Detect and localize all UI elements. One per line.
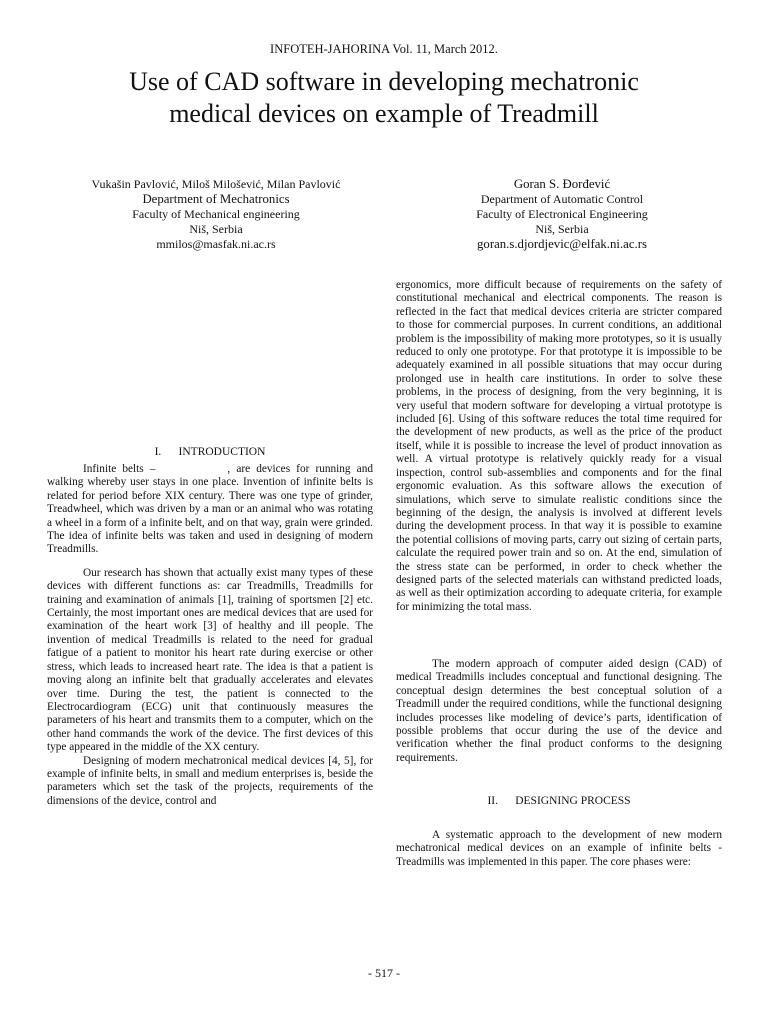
- intro-p1-start: Infinite belts –: [83, 463, 156, 475]
- continued-paragraph: ergonomics, more difficult because of requirements on the safety of constitutional mechanical and electrical components. The reason is reflected in the fact that medical devices criteria are stricter compared to those for commercial purposes. In current conditions, an additional problem is the impossibility of making more prototypes, so it is usually reduced to only one prototype. For that prototype it is impossible to be adequately examined in all possible situations that may occur during prolonged use in health care institutions. In order to solve these problems, in the process of designing, from the very beginning, it is very useful that modern software for developing a virtual prototype is included [6]. Using of this software reduces the total time required for the development of new products, as well as the price of the product itself, while it is possible to increase the level of product innovation as well. A virtual prototype is relatively quickly ready for a visual inspection, control sub-assemblies and components and for the final ergonomic evaluation. As this software allows the execution of simulations, which serve to simulate realistic conditions since the beginning of the design, the analysis is involved at different levels during the development process. In that way it is possible to examine the potential collisions of moving parts, carry out sizing of certain parts, calculate the required power train and so on. At the end, simulation of the stress state can be performed, in order to check whether the designed parts of the selected materials can withstand predicted loads, as well as their optimization according to adequate criteria, for example for minimizing the total mass.: [396, 279, 722, 613]
- intro-p1-rest: , are devices for running and walking whereby user stays in one place. Invention of infinite belts is related for period before XIX century. There was one type of grinder, Treadwheel, which was driven by a man or an animal who was rotating a wheel in a form of a infinite belt, and on that way, grain were grinded. The idea of infinite belts was taken and used in designing of modern Treadmills.: [47, 463, 373, 556]
- designing-process-text: [396, 829, 722, 869]
- author-department: Department of Mechatronics: [142, 192, 290, 206]
- author-names: Vukašin Pavlović, Miloš Milošević, Milan Pavlović: [91, 177, 341, 191]
- intro-paragraph-2: Our research has shown that actually exist many types of these devices with different functions as: car Treadmills, Treadmills for training and examination of animals [1], training of sportsmen [2] etc. Certainly, the most important ones are medical devices that are used for examination of the heart work [3] of healthy and ill people. The invention of medical Treadmills is related to the need for gradual fatigue of a patient to monitor his heart rate during exercise or other stress, which leads to increased heart rate. The idea is that a patient is moving along an infinite belt that gradually accelerates and elevates over time. During the test, the patient is connected to the Electrocardiogram (ECG) unit that continuously measures the parameters of his heart and transmits them to a computer, which on the other hand commands the work of the device. The first devices of this type appeared in the middle of the XX century.: [47, 566, 373, 754]
- section-heading-introduction: I. INTRODUCTION: [154, 446, 266, 458]
- designing-paragraph-1: A systematic approach to the development of new modern mechatronical medical devices on an example of infinite belts - Treadmills was implemented in this paper. The core phases were:: [396, 829, 722, 868]
- conference-header: INFOTEH-JAHORINA Vol. 11, March 2012.: [270, 42, 498, 56]
- right-column-continued-text: [396, 279, 722, 614]
- right-column-cad-text: [396, 658, 722, 765]
- section-heading-designing-process: II. DESIGNING PROCESS: [487, 795, 631, 807]
- author-faculty: Faculty of Mechanical engineering: [132, 207, 300, 221]
- paper-title: [40, 66, 728, 130]
- cad-paragraph: The modern approach of computer aided design (CAD) of medical Treadmills includes conceptual and functional designing. The conceptual design determines the best conceptual solution of a Treadmill under the required conditions, while the functional designing includes processes like modeling of device’s parts, identification of possible problems that occur during the use of the device and verification whether the final product conforms to the designing requirements.: [396, 658, 722, 764]
- author-city: Niš, Serbia: [535, 222, 589, 236]
- intro-paragraph-3: Designing of modern mechatronical medical devices [4, 5], for example of infinite belts, in small and medium enterprises is, beside the parameters which set the task of the projects, requirements of the dimensions of the device, control and: [47, 754, 373, 807]
- author-block-right: [396, 177, 728, 252]
- author-city: Niš, Serbia: [189, 222, 243, 236]
- author-email: mmilos@masfak.ni.ac.rs: [156, 237, 276, 251]
- author-email: goran.s.djordjevic@elfak.ni.ac.rs: [477, 237, 647, 251]
- author-department: Department of Automatic Control: [480, 192, 644, 206]
- left-column-text: [47, 463, 373, 808]
- title-line-2: medical devices on example of Treadmill: [169, 99, 599, 128]
- author-block-left: [40, 177, 392, 252]
- author-faculty: Faculty of Electronical Engineering: [476, 207, 648, 221]
- intro-paragraph-1: [47, 463, 373, 557]
- author-names: Goran S. Đorđević: [513, 177, 611, 191]
- page-number: - 517 -: [368, 966, 400, 980]
- title-line-1: Use of CAD software in developing mechatronic: [129, 67, 639, 96]
